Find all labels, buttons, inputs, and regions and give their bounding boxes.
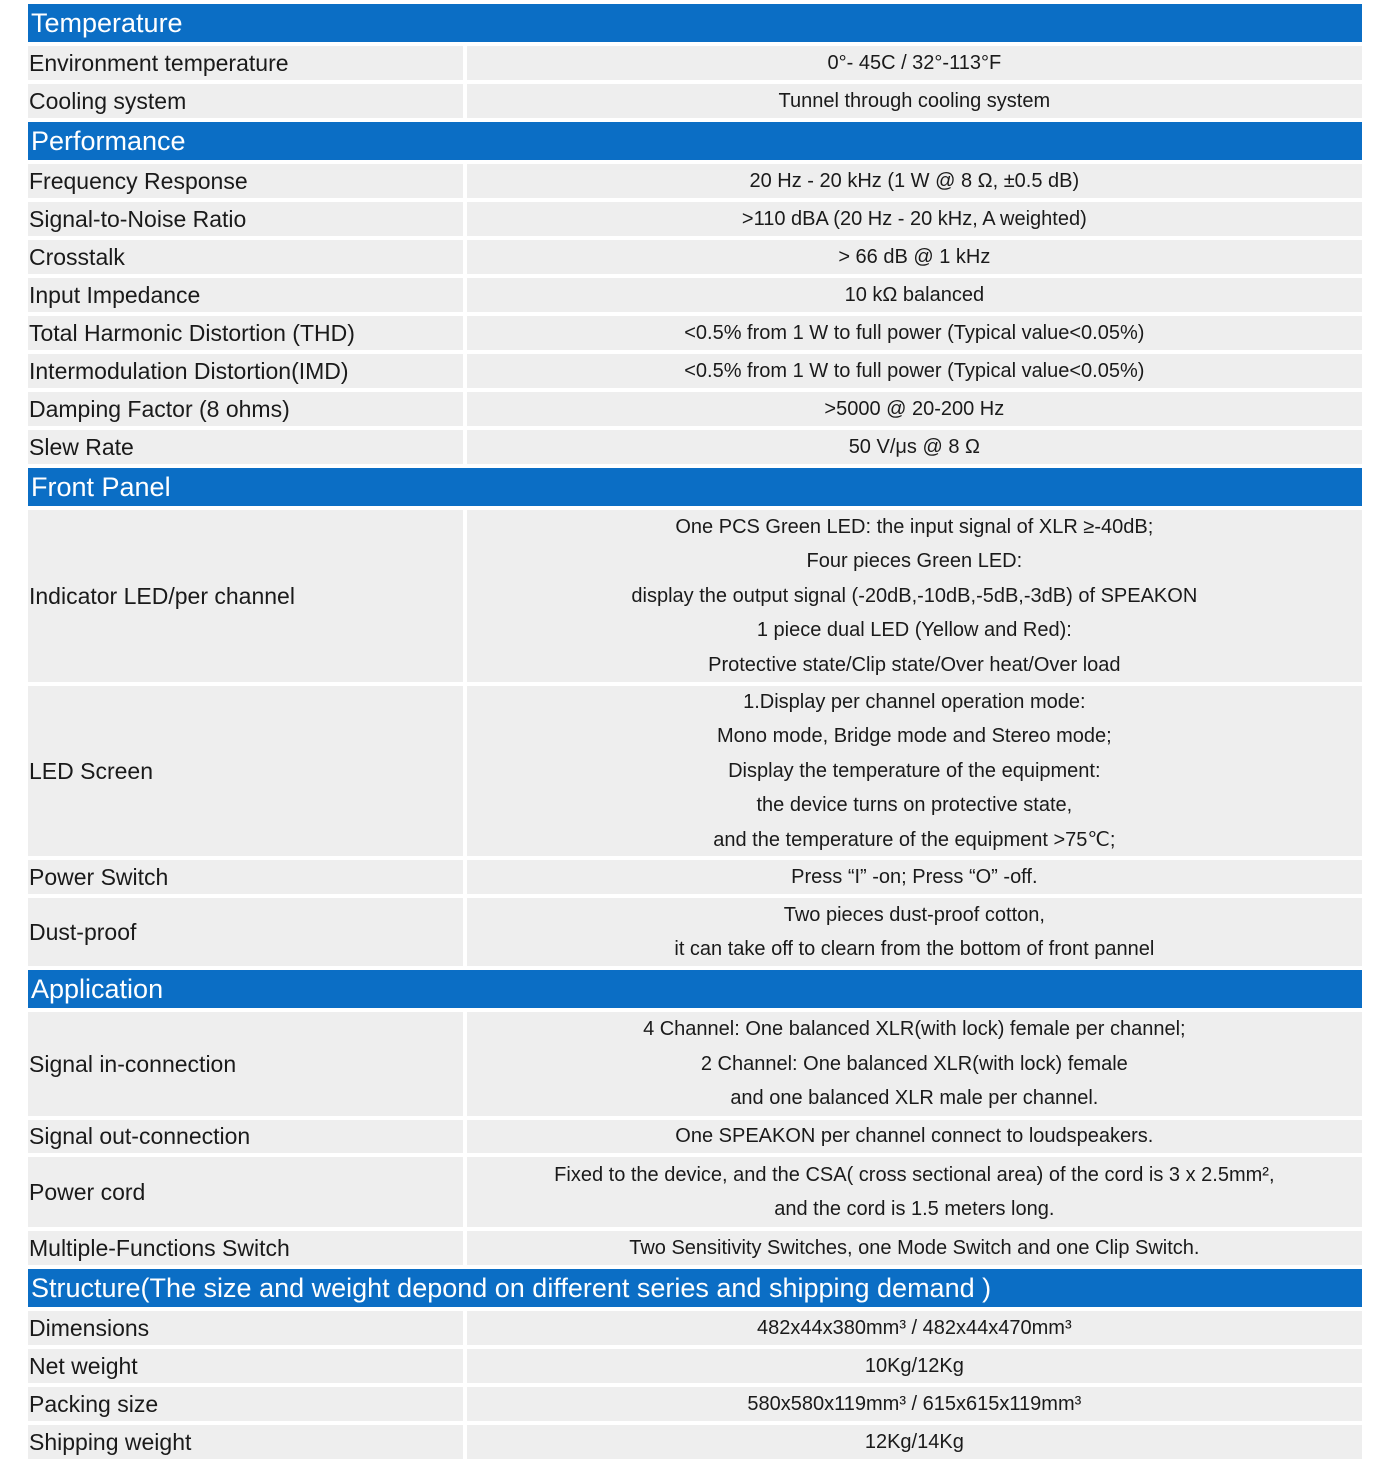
spec-value bbox=[467, 898, 1362, 966]
spec-row-environment-temperature bbox=[28, 46, 1362, 80]
section-header-structure: Structure(The size and weight depond on different series and shipping demand ) bbox=[28, 1269, 1362, 1307]
spec-label: Packing size bbox=[28, 1387, 463, 1421]
spec-label: Dust-proof bbox=[28, 898, 463, 966]
spec-value bbox=[467, 1012, 1362, 1116]
spec-value-line: 1 piece dual LED (Yellow and Red): bbox=[756, 619, 1072, 642]
spec-row-dust-proof bbox=[28, 898, 1362, 966]
spec-value bbox=[467, 84, 1362, 118]
spec-label: Shipping weight bbox=[28, 1425, 463, 1459]
spec-value bbox=[467, 202, 1362, 236]
spec-label: Input Impedance bbox=[28, 278, 463, 312]
spec-value bbox=[467, 1120, 1362, 1153]
spec-label: Signal out-connection bbox=[28, 1120, 463, 1153]
spec-value-line: the device turns on protective state, bbox=[756, 794, 1073, 817]
section-header-application: Application bbox=[28, 970, 1362, 1008]
spec-label: Multiple-Functions Switch bbox=[28, 1231, 463, 1265]
spec-value bbox=[467, 392, 1362, 426]
spec-row-indicator-led bbox=[28, 510, 1362, 682]
spec-value-line: Fixed to the device, and the CSA( cross sectional area) of the cord is 3 x 2.5mm², bbox=[554, 1164, 1275, 1186]
spec-row-net-weight bbox=[28, 1349, 1362, 1383]
spec-value-line: 50 V/μs @ 8 Ω bbox=[848, 435, 980, 458]
spec-row-imd bbox=[28, 354, 1362, 388]
spec-value-line: display the output signal (-20dB,-10dB,-5dB,-3dB) of SPEAKON bbox=[631, 584, 1198, 607]
spec-row-packing-size bbox=[28, 1387, 1362, 1421]
spec-row-power-switch bbox=[28, 860, 1362, 894]
section-header-temperature: Temperature bbox=[28, 4, 1362, 42]
spec-value bbox=[467, 240, 1362, 274]
spec-value-line: 4 Channel: One balanced XLR(with lock) female per channel; bbox=[643, 1018, 1186, 1041]
section-header-performance: Performance bbox=[28, 122, 1362, 160]
spec-value-line: > 66 dB @ 1 kHz bbox=[838, 245, 991, 268]
spec-row-signal-in bbox=[28, 1012, 1362, 1116]
spec-label: Damping Factor (8 ohms) bbox=[28, 392, 463, 426]
spec-value-line: <0.5% from 1 W to full power (Typical value<0.05%) bbox=[684, 321, 1145, 344]
spec-row-dimensions bbox=[28, 1311, 1362, 1345]
spec-value bbox=[467, 278, 1362, 312]
spec-row-frequency-response bbox=[28, 164, 1362, 198]
spec-value-line: 12Kg/14Kg bbox=[864, 1430, 964, 1453]
spec-row-multi-function-switch bbox=[28, 1231, 1362, 1265]
spec-row-input-impedance bbox=[28, 278, 1362, 312]
spec-label: Intermodulation Distortion(IMD) bbox=[28, 354, 463, 388]
spec-value-line: Four pieces Green LED: bbox=[806, 550, 1023, 573]
spec-label: Frequency Response bbox=[28, 164, 463, 198]
spec-row-slew-rate bbox=[28, 430, 1362, 464]
spec-row-damping-factor bbox=[28, 392, 1362, 426]
spec-value-line: Protective state/Clip state/Over heat/Over load bbox=[708, 653, 1121, 676]
spec-row-cooling-system bbox=[28, 84, 1362, 118]
spec-value bbox=[467, 1311, 1362, 1345]
spec-value-line: 10 kΩ balanced bbox=[844, 283, 985, 306]
spec-label: Signal in-connection bbox=[28, 1012, 463, 1116]
spec-value-line: 20 Hz - 20 kHz (1 W @ 8 Ω, ±0.5 dB) bbox=[749, 169, 1080, 192]
spec-value bbox=[467, 1425, 1362, 1459]
spec-value bbox=[467, 164, 1362, 198]
spec-value bbox=[467, 46, 1362, 80]
spec-value-line: Mono mode, Bridge mode and Stereo mode; bbox=[716, 725, 1112, 748]
spec-value-line: <0.5% from 1 W to full power (Typical value<0.05%) bbox=[684, 359, 1145, 382]
spec-value bbox=[467, 1157, 1362, 1227]
spec-value bbox=[467, 686, 1362, 856]
spec-value-line: >5000 @ 20-200 Hz bbox=[824, 397, 1005, 420]
spec-label: LED Screen bbox=[28, 686, 463, 856]
spec-value-line: it can take off to clearn from the bottom of front pannel bbox=[674, 938, 1155, 960]
section-header-front-panel: Front Panel bbox=[28, 468, 1362, 506]
spec-value-line: and the cord is 1.5 meters long. bbox=[774, 1198, 1055, 1220]
spec-value-line: 2 Channel: One balanced XLR(with lock) female bbox=[700, 1052, 1128, 1075]
spec-value bbox=[467, 316, 1362, 350]
spec-label: Indicator LED/per channel bbox=[28, 510, 463, 682]
spec-value-line: 482x44x380mm³ / 482x44x470mm³ bbox=[757, 1316, 1072, 1339]
spec-row-power-cord bbox=[28, 1157, 1362, 1227]
spec-value bbox=[467, 354, 1362, 388]
spec-value bbox=[467, 860, 1362, 894]
spec-label: Signal-to-Noise Ratio bbox=[28, 202, 463, 236]
spec-value bbox=[467, 1231, 1362, 1265]
spec-value-line: Press “I” -on; Press “O” -off. bbox=[791, 865, 1038, 888]
spec-value-line: and one balanced XLR male per channel. bbox=[730, 1087, 1099, 1110]
spec-label: Cooling system bbox=[28, 84, 463, 118]
spec-value-line: and the temperature of the equipment >75℃; bbox=[713, 828, 1116, 851]
spec-value-line: One SPEAKON per channel connect to loudspeakers. bbox=[675, 1125, 1154, 1147]
spec-row-signal-to-noise bbox=[28, 202, 1362, 236]
spec-row-thd bbox=[28, 316, 1362, 350]
spec-label: Dimensions bbox=[28, 1311, 463, 1345]
spec-value-line: 10Kg/12Kg bbox=[864, 1354, 964, 1377]
spec-value bbox=[467, 1349, 1362, 1383]
spec-label: Power cord bbox=[28, 1157, 463, 1227]
spec-row-crosstalk bbox=[28, 240, 1362, 274]
spec-value-line: 0°- 45C / 32°-113°F bbox=[827, 51, 1002, 74]
spec-row-shipping-weight bbox=[28, 1425, 1362, 1459]
spec-value-line: Tunnel through cooling system bbox=[778, 89, 1051, 112]
spec-sheet bbox=[28, 4, 1362, 1463]
spec-label: Slew Rate bbox=[28, 430, 463, 464]
spec-row-signal-out bbox=[28, 1120, 1362, 1153]
spec-value-line: Two Sensitivity Switches, one Mode Switch and one Clip Switch. bbox=[629, 1236, 1200, 1259]
spec-label: Power Switch bbox=[28, 860, 463, 894]
spec-value bbox=[467, 510, 1362, 682]
spec-label: Environment temperature bbox=[28, 46, 463, 80]
spec-value-line: 580x580x119mm³ / 615x615x119mm³ bbox=[747, 1392, 1082, 1415]
spec-label: Total Harmonic Distortion (THD) bbox=[28, 316, 463, 350]
spec-value bbox=[467, 430, 1362, 464]
spec-value-line: Display the temperature of the equipment: bbox=[728, 759, 1101, 782]
spec-value-line: >110 dBA (20 Hz - 20 kHz, A weighted) bbox=[741, 207, 1087, 230]
spec-value-line: One PCS Green LED: the input signal of XLR ≥-40dB; bbox=[675, 515, 1154, 538]
spec-value-line: Two pieces dust-proof cotton, bbox=[783, 904, 1045, 926]
spec-label: Net weight bbox=[28, 1349, 463, 1383]
spec-value bbox=[467, 1387, 1362, 1421]
spec-label: Crosstalk bbox=[28, 240, 463, 274]
spec-row-led-screen bbox=[28, 686, 1362, 856]
spec-value-line: 1.Display per channel operation mode: bbox=[743, 690, 1086, 713]
